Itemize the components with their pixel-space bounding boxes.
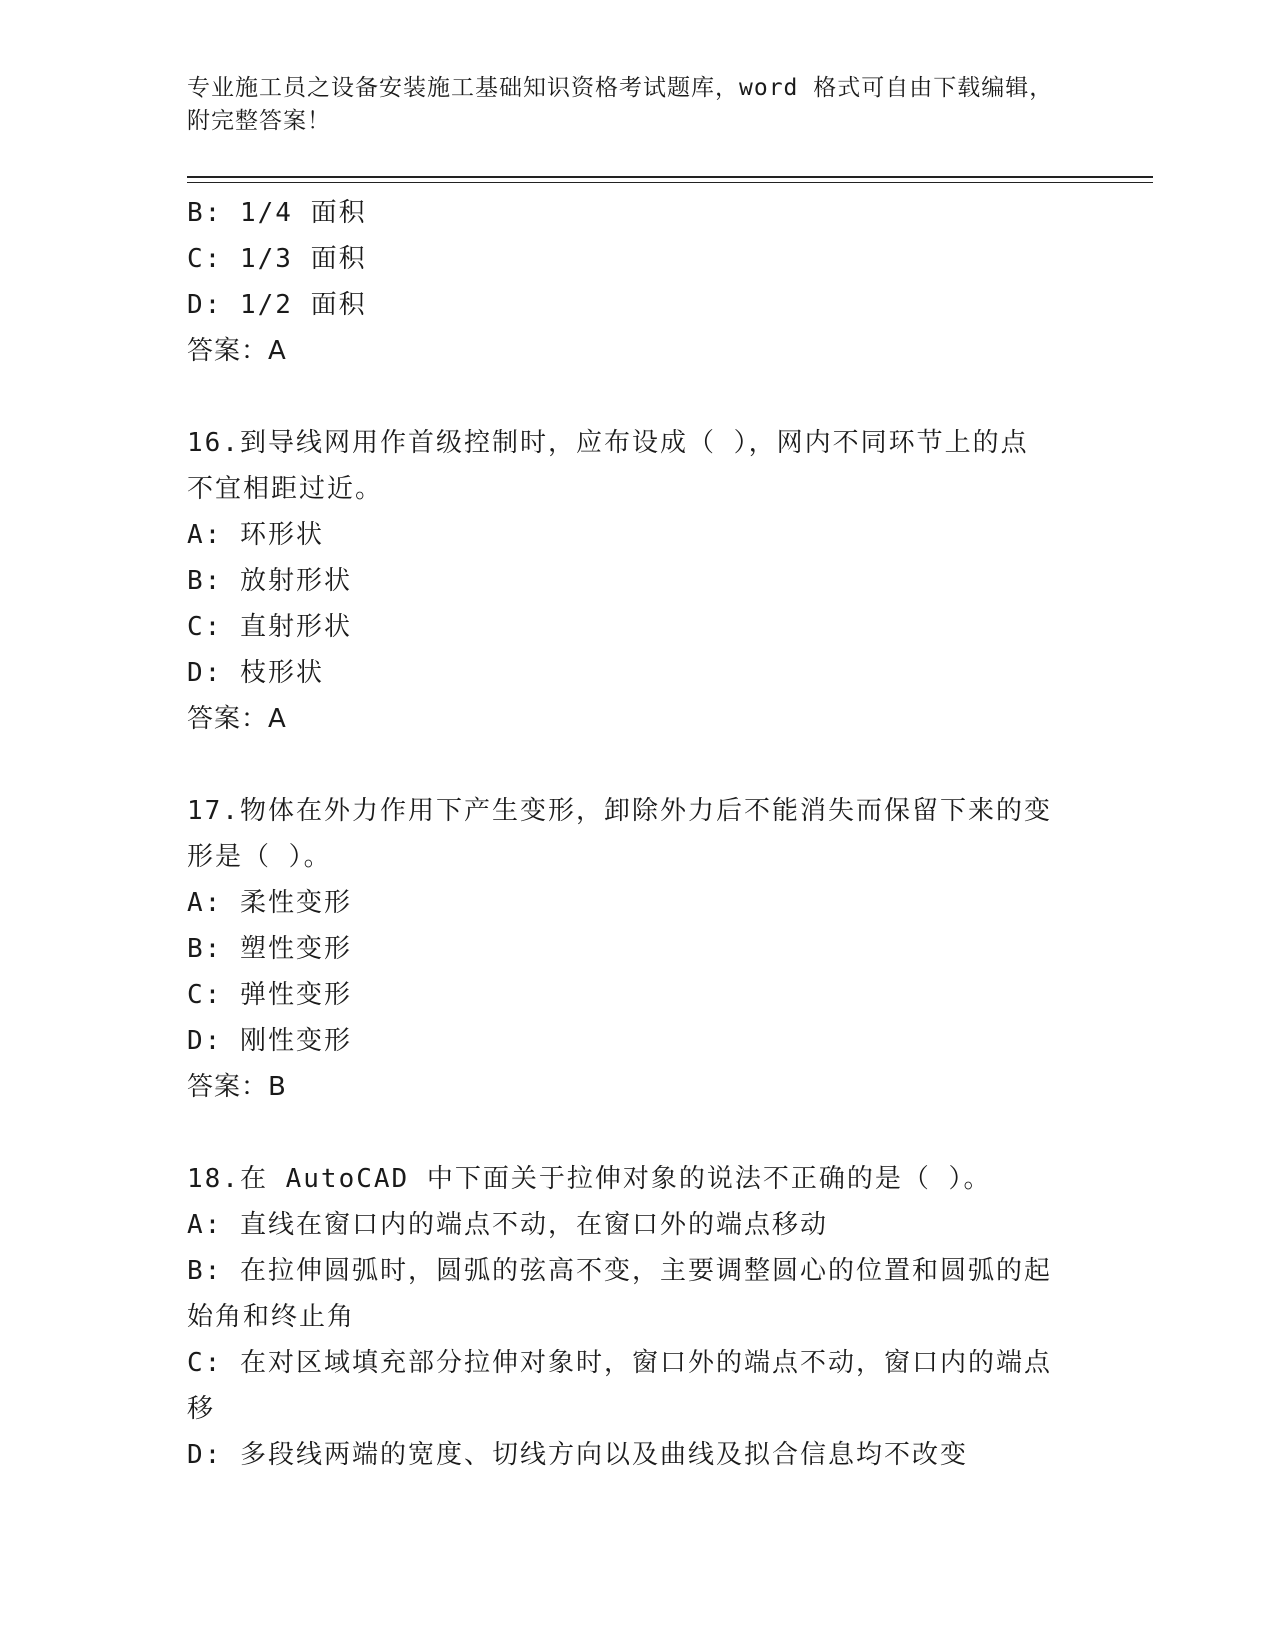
question-17 [187, 788, 1087, 1110]
option-b: B: 塑性变形 [187, 934, 352, 964]
question-text: 17.物体在外力作用下产生变形，卸除外力后不能消失而保留下来的变 [187, 796, 1052, 826]
option-d: D: 1/2 面积 [187, 290, 367, 320]
option-b: B: 在拉伸圆弧时，圆弧的弦高不变，主要调整圆心的位置和圆弧的起 [187, 1256, 1052, 1286]
question-text: 形是（ ）。 [187, 842, 332, 872]
spacer [187, 374, 1087, 420]
option-b: B: 1/4 面积 [187, 198, 367, 228]
option-a: A: 环形状 [187, 520, 324, 550]
option-d: D: 枝形状 [187, 658, 324, 688]
option-b-continued: 始角和终止角 [187, 1302, 356, 1332]
prev-question-block [187, 190, 1087, 374]
option-d: D: 刚性变形 [187, 1026, 352, 1056]
spacer [187, 1110, 1087, 1156]
option-c: C: 在对区域填充部分拉伸对象时，窗口外的端点不动，窗口内的端点 [187, 1348, 1052, 1378]
header-line-2: 附完整答案！ [187, 108, 331, 134]
option-c: C: 1/3 面积 [187, 244, 367, 274]
option-b: B: 放射形状 [187, 566, 352, 596]
option-d: D: 多段线两端的宽度、切线方向以及曲线及拟合信息均不改变 [187, 1440, 968, 1470]
question-16 [187, 420, 1087, 742]
header-line-1: 专业施工员之设备安装施工基础知识资格考试题库，word 格式可自由下载编辑， [187, 75, 1054, 101]
document-header [187, 72, 1087, 138]
spacer [187, 742, 1087, 788]
option-c-continued: 移 [187, 1394, 216, 1424]
answer-line: 答案：A [187, 704, 287, 734]
header-divider-thin [187, 182, 1153, 183]
answer-line: 答案：A [187, 336, 287, 366]
question-text: 16.到导线网用作首级控制时，应布设成（ ），网内不同环节上的点 [187, 428, 1029, 458]
option-c: C: 直射形状 [187, 612, 352, 642]
answer-line: 答案：B [187, 1072, 287, 1102]
option-a: A: 直线在窗口内的端点不动，在窗口外的端点移动 [187, 1210, 828, 1240]
option-a: A: 柔性变形 [187, 888, 352, 918]
option-c: C: 弹性变形 [187, 980, 352, 1010]
question-18 [187, 1156, 1087, 1478]
question-text: 18.在 AutoCAD 中下面关于拉伸对象的说法不正确的是（ ）。 [187, 1164, 992, 1194]
header-divider-thick [187, 176, 1153, 178]
question-content [187, 190, 1087, 1478]
question-text: 不宜相距过近。 [187, 474, 384, 504]
